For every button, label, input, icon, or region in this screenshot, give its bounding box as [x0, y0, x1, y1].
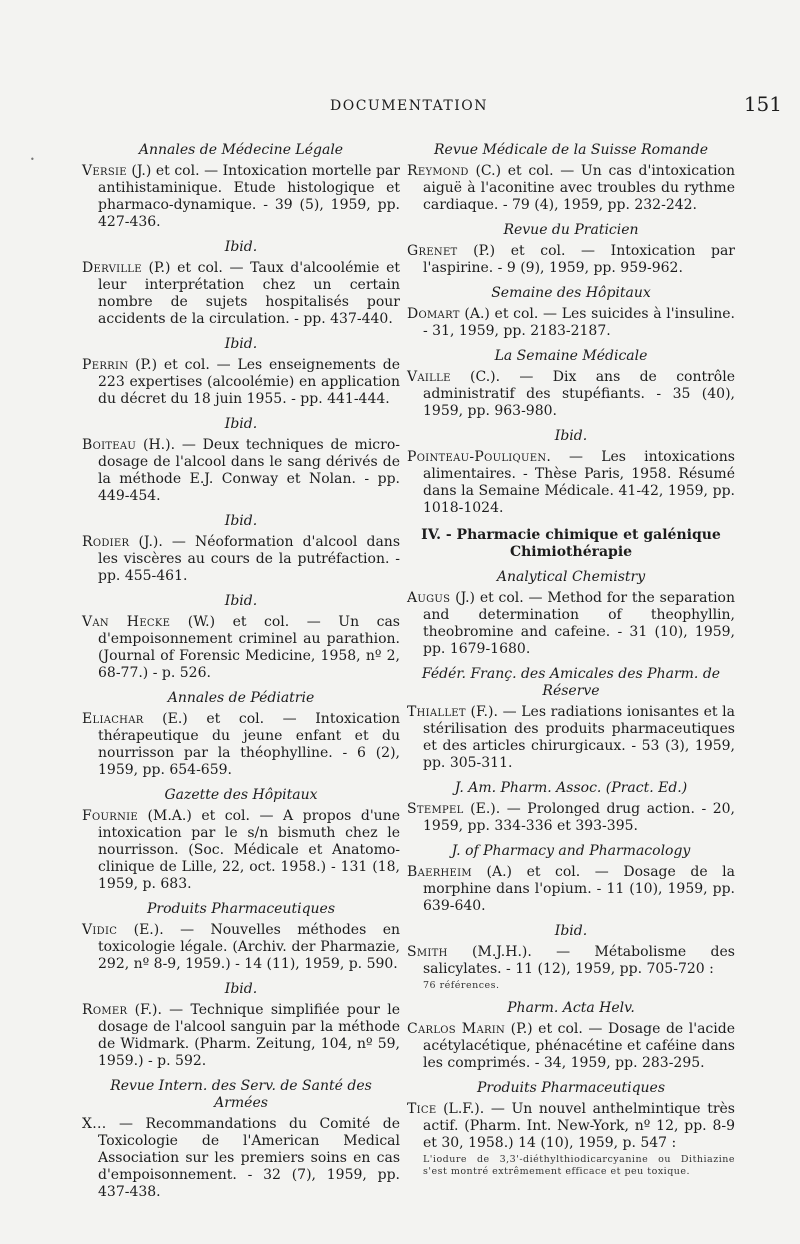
entry-note: 76 références.: [423, 980, 500, 991]
bibliography-entry: [407, 449, 735, 517]
entry-text: (A.) et col. — Les suicides à l'insuline. - 31, 1959, pp. 2183-2187.: [423, 306, 735, 339]
entry-text: (J.) et col. — Method for the separation and determination of theophyllin, theobromine and cafeine. - 31 (10), 1959, pp. 1679-1680.: [423, 590, 735, 657]
entry-author: Derville: [82, 260, 142, 276]
journal-source: Fédér. Franç. des Amicales des Pharm. de Réserve: [421, 666, 721, 699]
journal-source: J. Am. Pharm. Assoc. (Pract. Ed.): [454, 780, 688, 796]
entry-text: (P.) et col. — Intoxication par l'aspirine. - 9 (9), 1959, pp. 959-962.: [423, 243, 735, 276]
journal-source: Analytical Chemistry: [496, 569, 646, 585]
entry-author: Romer: [82, 1002, 128, 1018]
entry-author: Fournie: [82, 808, 138, 824]
journal-source: Produits Pharmaceutiques: [476, 1080, 666, 1096]
journal-source: Produits Pharmaceutiques: [146, 901, 336, 917]
bibliography-entry: [407, 369, 735, 420]
bibliography-entry: [407, 864, 735, 915]
running-title: DOCUMENTATION: [330, 98, 489, 114]
journal-source: Ibid.: [224, 239, 258, 255]
margin-mark: •: [30, 155, 35, 164]
entry-author: Tice: [407, 1101, 437, 1117]
entry-author: Rodier: [82, 534, 130, 550]
bibliography-entry: [82, 534, 400, 585]
journal-source: Pharm. Acta Helv.: [507, 1000, 635, 1016]
journal-source: Ibid.: [224, 513, 258, 529]
journal-source: J. of Pharmacy and Pharmacology: [451, 843, 691, 859]
entry-text: (J.) et col. — Intoxication mortelle par antihistaminique. Etude histologique et pharmaco-dynamique. - 39 (5), 1959, pp. 427-436.: [98, 163, 400, 230]
entry-text: (E.). — Prolonged drug action. - 20, 1959, pp. 334-336 et 393-395.: [423, 801, 735, 834]
section-heading: IV. - Pharmacie chimique et galénique Chimiothérapie: [421, 527, 721, 560]
bibliography-entry: [407, 944, 735, 992]
bibliography-entry: [82, 614, 400, 682]
journal-source: Revue Médicale de la Suisse Romande: [434, 142, 708, 158]
bibliography-entry: [82, 260, 400, 328]
entry-text: (A.) et col. — Dosage de la morphine dans l'opium. - 11 (10), 1959, pp. 639-640.: [423, 864, 735, 914]
bibliography-entry: [407, 243, 735, 277]
entry-author: Augus: [407, 590, 451, 606]
journal-source: Gazette des Hôpitaux: [164, 787, 318, 803]
entry-author: Boiteau: [82, 437, 137, 453]
entry-text: (C.). — Dix ans de contrôle administratif des stupéfiants. - 35 (40), 1959, pp. 963-980.: [423, 369, 735, 419]
journal-source: Annales de Pédiatrie: [167, 690, 315, 706]
journal-source: Annales de Médecine Légale: [138, 142, 344, 158]
page-number: 151: [743, 92, 782, 116]
bibliography-entry: [407, 590, 735, 658]
journal-source: Semaine des Hôpitaux: [491, 285, 651, 301]
entry-author: Domart: [407, 306, 460, 322]
entry-text: (P.) et col. — Dosage de l'acide acétylacétique, phénacétine et caféine dans les comprimés. - 34, 1959, pp. 283-295.: [423, 1021, 735, 1071]
entry-author: Baerheim: [407, 864, 472, 880]
bibliography-entry: [82, 437, 400, 505]
entry-author: Reymond: [407, 163, 469, 179]
entry-text: (M.A.) et col. — A propos d'une intoxication par le s/n bismuth chez le nourrisson. (Soc. Médicale et Anatomo-clinique de Lille, 22, oct. 1958.) - 131 (18, 1959, p. 683.: [98, 808, 400, 892]
journal-source: Ibid.: [224, 593, 258, 609]
bibliography-entry: [82, 1116, 400, 1201]
journal-source: Ibid.: [224, 416, 258, 432]
entry-author: Thiallet: [407, 704, 466, 720]
bibliography-entry: [407, 163, 735, 214]
journal-source: Revue du Praticien: [503, 222, 639, 238]
bibliography-entry: [82, 357, 400, 408]
journal-source: Ibid.: [554, 923, 588, 939]
entry-text: — Recommandations du Comité de Toxicologie de l'American Medical Association sur les premiers soins en cas d'empoisonnement. - 32 (7), 1959, pp. 437-438.: [98, 1116, 400, 1200]
entry-author: Perrin: [82, 357, 129, 373]
bibliography-entry: [82, 808, 400, 893]
entry-text: (E.). — Nouvelles méthodes en toxicologie légale. (Archiv. der Pharmazie, 292, nº 8-9, 1959.) - 14 (11), 1959, p. 590.: [98, 922, 400, 972]
entry-author: X...: [82, 1116, 107, 1132]
entry-text: (J.). — Néoformation d'alcool dans les viscères au cours de la putréfaction. - pp. 455-461.: [98, 534, 400, 584]
entry-text: (L.F.). — Un nouvel anthelmintique très actif. (Pharm. Int. New-York, nº 12, pp. 8-9 et 30, 1958.) 14 (10), 1959, p. 547 :: [423, 1101, 735, 1151]
bibliography-entry: [82, 163, 400, 231]
entry-author: Smith: [407, 944, 448, 960]
entry-author: Versie: [82, 163, 127, 179]
entry-text: . — Les intoxications alimentaires. - Thèse Paris, 1958. Résumé dans la Semaine Médicale. 41-42, 1959, pp. 1018-1024.: [423, 449, 735, 516]
journal-source: Revue Intern. des Serv. de Santé des Armées: [110, 1078, 372, 1111]
bibliography-entry: [407, 704, 735, 772]
entry-text: (E.) et col. — Intoxication thérapeutique du jeune enfant et du nourrisson par la théophylline. - 6 (2), 1959, pp. 654-659.: [98, 711, 400, 778]
entry-text: (F.). — Technique simplifiée pour le dosage de l'alcool sanguin par la méthode de Widmark. (Pharm. Zeitung, 104, nº 59, 1959.) - p. 592.: [98, 1002, 400, 1069]
entry-text: (H.). — Deux techniques de micro-dosage de l'alcool dans le sang dérivés de la méthode E.J. Conway et Nolan. - pp. 449-454.: [98, 437, 400, 504]
entry-text: (P.) et col. — Les enseignements de 223 expertises (alcoolémie) en application du décret du 18 juin 1955. - pp. 441-444.: [98, 357, 400, 407]
bibliography-entry: [407, 1021, 735, 1072]
entry-author: Grenet: [407, 243, 458, 259]
entry-note: L'iodure de 3,3'-diéthylthiodicarcyanine ou Dithiazine s'est montré extrêmement efficace et peu toxique.: [423, 1154, 735, 1177]
bibliography-entry: [82, 922, 400, 973]
entry-text: (F.). — Les radiations ionisantes et la stérilisation des produits pharmaceutiques et des articles chirurgicaux. - 53 (3), 1959, pp. 305-311.: [423, 704, 735, 771]
entry-text: (W.) et col. — Un cas d'empoisonnement criminel au parathion. (Journal of Forensic Medicine, 1958, nº 2, 68-77.) - p. 526.: [98, 614, 400, 681]
entry-author: Pointeau-Pouliquen: [407, 449, 547, 465]
page-header: [0, 92, 800, 122]
entry-author: Stempel: [407, 801, 464, 817]
right-column: [407, 134, 735, 1178]
bibliography-entry: [407, 1101, 735, 1178]
entry-text: (C.) et col. — Un cas d'intoxication aiguë à l'aconitine avec troubles du rythme cardiaque. - 79 (4), 1959, pp. 232-242.: [423, 163, 735, 213]
journal-source: Ibid.: [554, 428, 588, 444]
left-column: [82, 134, 400, 1201]
bibliography-entry: [407, 801, 735, 835]
bibliography-entry: [82, 711, 400, 779]
entry-author: Vidic: [82, 922, 118, 938]
journal-source: Ibid.: [224, 981, 258, 997]
journal-source: Ibid.: [224, 336, 258, 352]
entry-text: (P.) et col. — Taux d'alcoolémie et leur interprétation chez un certain nombre de sujets hospitalisés pour accidents de la circulation. - pp. 437-440.: [98, 260, 400, 327]
entry-author: Eliachar: [82, 711, 144, 727]
entry-author: Carlos Marin: [407, 1021, 506, 1037]
bibliography-entry: [82, 1002, 400, 1070]
entry-author: Vaille: [407, 369, 451, 385]
journal-source: La Semaine Médicale: [494, 348, 648, 364]
entry-text: (M.J.H.). — Métabolisme des salicylates. - 11 (12), 1959, pp. 705-720 :: [423, 944, 735, 977]
entry-author: Van Hecke: [82, 614, 171, 630]
bibliography-entry: [407, 306, 735, 340]
